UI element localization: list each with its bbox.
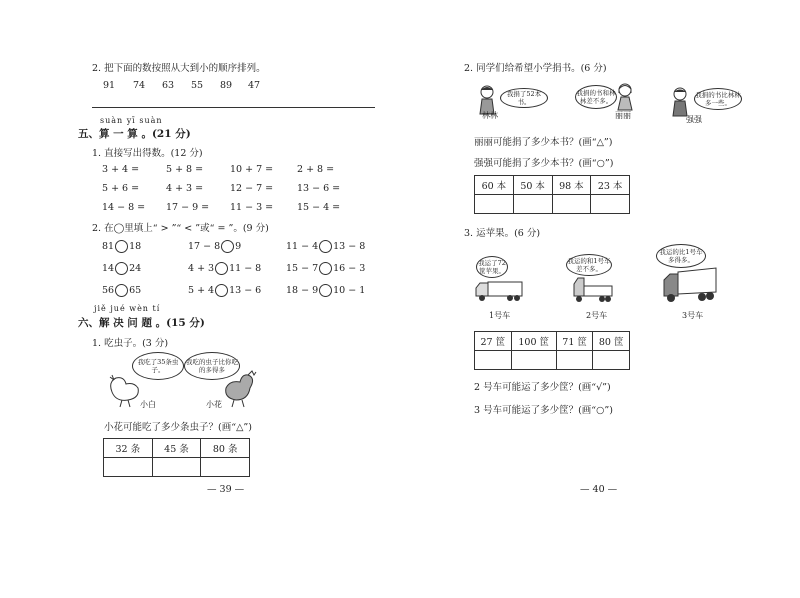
- compare-left: 11 − 4: [286, 241, 319, 252]
- calc-item: 12 − 7 =: [230, 183, 274, 194]
- answer-cell[interactable]: [104, 458, 153, 477]
- number-item: 91: [103, 80, 116, 91]
- right-q2-title: 2. 同学们给希望小学捐书。(6 分): [464, 63, 607, 74]
- caption-xiaobai: 小白: [140, 400, 156, 409]
- answer-line[interactable]: [92, 107, 375, 108]
- caption-truck1: 1号车: [489, 311, 511, 320]
- number-item: 47: [248, 80, 261, 91]
- compare-left: 5 + 4: [188, 285, 215, 296]
- question-lili: 丽丽可能捐了多少本书？(画“△”): [474, 137, 613, 148]
- compare-right: 16 − 3: [333, 263, 366, 274]
- truck-1-icon: [474, 280, 524, 302]
- compare-left: 56: [102, 285, 115, 296]
- page-number-right: — 40 —: [580, 484, 618, 495]
- section5-pinyin: suàn yī suàn: [100, 116, 163, 125]
- question-truck2: 2 号车可能运了多少筐？(画“√”): [474, 382, 611, 393]
- truck-3-icon: [662, 266, 718, 304]
- answer-cell[interactable]: [591, 195, 630, 214]
- table-row: [475, 332, 630, 351]
- option-cell: 45 条: [152, 439, 201, 458]
- option-cell: 80 条: [201, 439, 250, 458]
- option-cell: 100 筐: [511, 332, 556, 351]
- question-truck3: 3 号车可能运了多少筐？(画“○”): [474, 405, 613, 416]
- compare-circle[interactable]: [319, 240, 332, 253]
- options-table-worms: [103, 438, 250, 477]
- caption-linlin: 林林: [482, 111, 498, 120]
- section5-q2-title: 2. 在◯里填上“ > ”“ < ”或“ = ”。(9 分): [92, 223, 269, 234]
- compare-left: 81: [102, 241, 115, 252]
- compare-right: 11 − 8: [229, 263, 262, 274]
- girl-lili-icon: [614, 82, 636, 110]
- hen-icon: [104, 372, 144, 408]
- calc-item: 5 + 6 =: [102, 183, 140, 194]
- answer-cell[interactable]: [475, 195, 514, 214]
- left-question: 小花可能吃了多少条虫子？(画“△”): [104, 422, 252, 433]
- compare-left: 4 + 3: [188, 263, 215, 274]
- compare-item: [102, 240, 141, 253]
- compare-right: 18: [129, 241, 142, 252]
- question-qiangqiang: 强强可能捐了多少本书？(画“○”): [474, 158, 614, 169]
- boy-qiangqiang-icon: [668, 86, 692, 116]
- caption-truck2: 2号车: [586, 311, 608, 320]
- calc-item: 14 − 8 =: [102, 202, 146, 213]
- number-item: 63: [162, 80, 175, 91]
- compare-circle[interactable]: [215, 284, 228, 297]
- answer-cell[interactable]: [593, 351, 630, 370]
- number-item: 89: [220, 80, 233, 91]
- table-row: [104, 458, 250, 477]
- caption-xiaohua: 小花: [206, 400, 222, 409]
- compare-right: 24: [129, 263, 142, 274]
- compare-circle[interactable]: [215, 262, 228, 275]
- caption-truck3: 3号车: [682, 311, 704, 320]
- calc-item: 17 − 9 =: [166, 202, 210, 213]
- compare-item: [188, 284, 261, 297]
- section6-title: 六、解 决 问 题 。(15 分): [78, 317, 205, 329]
- compare-right: 13 − 6: [229, 285, 262, 296]
- compare-right: 65: [129, 285, 142, 296]
- calc-item: 3 + 4 =: [102, 164, 140, 175]
- compare-circle[interactable]: [115, 284, 128, 297]
- caption-lili: 丽丽: [615, 111, 631, 120]
- left-q2-title: 2. 把下面的数按照从大到小的顺序排列。: [92, 63, 266, 74]
- calc-item: 4 + 3 =: [166, 183, 204, 194]
- speech-bubble: 我运的比1号车多得多。: [656, 244, 706, 268]
- answer-cell[interactable]: [552, 195, 591, 214]
- section5-title: 五、算 一 算 。(21 分): [78, 128, 191, 140]
- answer-cell[interactable]: [556, 351, 593, 370]
- compare-circle[interactable]: [115, 240, 128, 253]
- speech-bubble: 我捐的书和林林差不多。: [575, 85, 617, 109]
- compare-item: [102, 284, 141, 297]
- compare-right: 9: [235, 241, 242, 252]
- table-row: [475, 195, 630, 214]
- compare-circle[interactable]: [319, 262, 332, 275]
- section6-q1-title: 1. 吃虫子。(3 分): [92, 338, 169, 349]
- table-row: [104, 439, 250, 458]
- caption-qiangqiang: 强强: [686, 115, 702, 124]
- compare-circle[interactable]: [221, 240, 234, 253]
- calc-item: 11 − 3 =: [230, 202, 274, 213]
- number-item: 55: [191, 80, 204, 91]
- answer-cell[interactable]: [513, 195, 552, 214]
- option-cell: 98 本: [552, 176, 591, 195]
- answer-cell[interactable]: [511, 351, 556, 370]
- compare-item: [286, 240, 365, 253]
- compare-item: [286, 284, 365, 297]
- truck-2-icon: [572, 276, 614, 304]
- speech-bubble: 我捐的书比林林多一些。: [694, 88, 742, 110]
- answer-cell[interactable]: [152, 458, 201, 477]
- compare-left: 14: [102, 263, 115, 274]
- option-cell: 60 本: [475, 176, 514, 195]
- speech-bubble: 我运的和1号车差不多。: [566, 254, 612, 276]
- answer-cell[interactable]: [201, 458, 250, 477]
- compare-left: 17 − 8: [188, 241, 221, 252]
- speech-bubble: 我捐了52本书。: [500, 88, 548, 108]
- option-cell: 27 筐: [475, 332, 512, 351]
- compare-circle[interactable]: [319, 284, 332, 297]
- calc-item: 13 − 6 =: [297, 183, 341, 194]
- calc-item: 5 + 8 =: [166, 164, 204, 175]
- compare-item: [188, 240, 241, 253]
- section6-pinyin: jiě jué wèn tí: [94, 304, 161, 313]
- option-cell: 23 本: [591, 176, 630, 195]
- compare-item: [102, 262, 141, 275]
- option-cell: 71 筐: [556, 332, 593, 351]
- table-row: [475, 351, 630, 370]
- option-cell: 32 条: [104, 439, 153, 458]
- answer-cell[interactable]: [475, 351, 512, 370]
- calc-item: 10 + 7 =: [230, 164, 274, 175]
- section5-q1-title: 1. 直接写出得数。(12 分): [92, 148, 203, 159]
- compare-item: [286, 262, 365, 275]
- calc-item: 15 − 4 =: [297, 202, 341, 213]
- right-q3-title: 3. 运苹果。(6 分): [464, 228, 541, 239]
- table-row: [475, 176, 630, 195]
- options-table-books: [474, 175, 630, 214]
- number-item: 74: [133, 80, 146, 91]
- options-table-baskets: [474, 331, 630, 370]
- compare-right: 13 − 8: [333, 241, 366, 252]
- page-number-left: — 39 —: [207, 484, 245, 495]
- compare-left: 15 − 7: [286, 263, 319, 274]
- compare-item: [188, 262, 261, 275]
- option-cell: 50 本: [513, 176, 552, 195]
- compare-right: 10 − 1: [333, 285, 366, 296]
- speech-bubble: 我运了72筐苹果。: [476, 256, 508, 278]
- speech-bubble: 我吃了35条虫子。: [132, 352, 184, 380]
- speech-bubble: 我吃的虫子比你吃的多得多: [184, 352, 240, 380]
- calc-item: 2 + 8 =: [297, 164, 335, 175]
- compare-circle[interactable]: [115, 262, 128, 275]
- option-cell: 80 筐: [593, 332, 630, 351]
- compare-left: 18 − 9: [286, 285, 319, 296]
